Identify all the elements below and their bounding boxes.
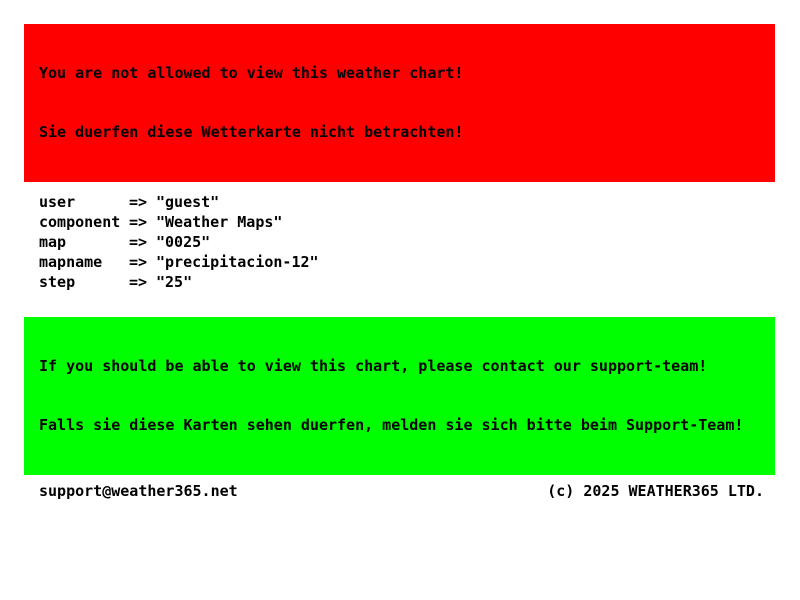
arrow-glyph: =>	[129, 233, 148, 251]
detail-key: user	[39, 193, 76, 211]
arrow-glyph: =>	[129, 193, 148, 211]
detail-value: "precipitacion-12"	[156, 253, 319, 271]
detail-row-mapname	[39, 252, 775, 272]
detail-key: component	[39, 213, 121, 231]
access-denied-page	[24, 0, 775, 501]
arrow-glyph: =>	[129, 213, 148, 231]
detail-value: "guest"	[156, 193, 220, 211]
detail-row-user	[39, 192, 775, 212]
detail-key: map	[39, 233, 67, 251]
detail-row-step	[39, 272, 775, 292]
detail-value: "0025"	[156, 233, 211, 251]
detail-row-map	[39, 232, 775, 252]
detail-value: "Weather Maps"	[156, 213, 283, 231]
error-line-english: You are not allowed to view this weather chart!	[39, 64, 464, 82]
arrow-glyph: =>	[129, 253, 148, 271]
detail-value: "25"	[156, 273, 193, 291]
detail-row-component	[39, 212, 775, 232]
arrow-glyph: =>	[129, 273, 148, 291]
footer	[24, 481, 775, 501]
support-email: support@weather365.net	[39, 482, 238, 500]
copyright-notice: (c) 2025 WEATHER365 LTD.	[547, 482, 764, 500]
info-banner	[24, 317, 775, 475]
detail-key: mapname	[39, 253, 103, 271]
request-details	[24, 192, 775, 292]
info-line-english: If you should be able to view this chart, please contact our support-team!	[39, 357, 708, 375]
detail-key: step	[39, 273, 76, 291]
error-banner	[24, 24, 775, 182]
error-line-german: Sie duerfen diese Wetterkarte nicht betrachten!	[39, 122, 464, 141]
info-line-german: Falls sie diese Karten sehen duerfen, melden sie sich bitte beim Support-Team!	[39, 415, 744, 434]
